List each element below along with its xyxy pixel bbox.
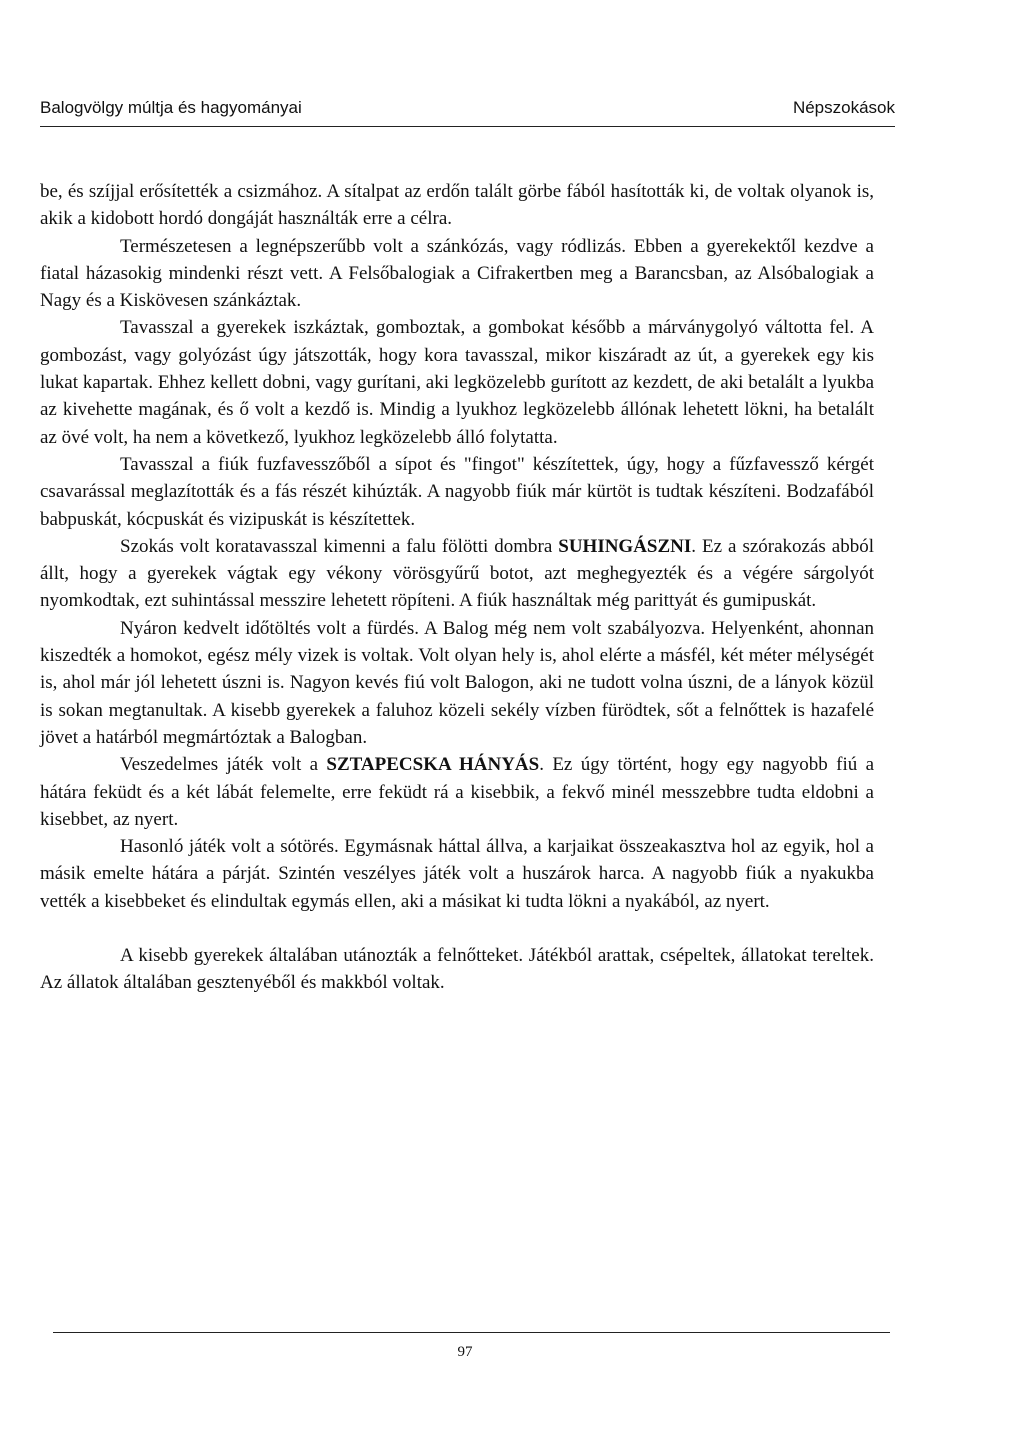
paragraph-whistles: Tavasszal a fiúk fuzfavesszőből a sípot és "fingot" készítettek, úgy, hogy a fűzfavessző kérgét csavarással meglazították és a fás részét kihúzták. A nagyobb fiúk már kürtöt is tudtak készíteni. Bodzafából babpuskát, kócpuskát és vizipuskát is készítettek. xyxy=(40,453,874,530)
paragraph-marbles: Tavasszal a gyerekek iszkáztak, gomboztak, a gombokat később a márványgolyó váltotta fel. A gombozást, vagy golyózást úgy játszották, hogy kora tavasszal, mikor kiszáradt az út, a gyerekek egy kis lukat kapartak. Ehhez kellett dobni, vagy gurítani, aki legközelebb gurított az kezdett, de aki betalált a lyukba az kivehette magának, és ő volt a kezdő is. Mindig a lyukhoz legközelebb állónak lehetett lökni, ha betalált az övé volt, ha nem a következő, lyukhoz legközelebb álló folytatta. xyxy=(40,317,874,448)
running-header xyxy=(40,98,895,118)
header-rule xyxy=(40,126,895,127)
running-header-title: Balogvölgy múltja és hagyományai xyxy=(40,98,302,117)
page-number: 97 xyxy=(457,1344,473,1360)
paragraph-suhingaszni-text-2: . Ez a szórakozás abból állt, hogy a gyerekek vágtak egy vékony vörösgyűrű botot, azt meghegyezték és a végére sárgolyót nyomkodtak, ezt suhintással messzire lehetett röpíteni. A fiúk használtak még parittyát és gumipuskát. xyxy=(40,535,874,612)
paragraph-imitation: A kisebb gyerekek általában utánozták a felnőtteket. Játékból arattak, csépeltek, állatokat tereltek. Az állatok általában gesztenyéből és makkból voltak. xyxy=(40,945,874,994)
paragraph-bathing: Nyáron kedvelt időtöltés volt a fürdés. A Balog még nem volt szabályozva. Helyenként, ahonnan kiszedték a homokot, egész mély vizek is voltak. Volt olyan hely is, ahol elérte a másfél, két méter mélységét is, ahol már jól lehetett úszni is. Nagyon kevés fiú volt Balogon, aki ne tudott volna úszni, de a lányok közül is sokan megtanultak. A kisebb gyerekek a faluhoz közeli sekély vízben fürödtek, sőt a felnőttek is hazafelé jövet a határból megmártóztak a Balogban. xyxy=(40,617,874,748)
suhingaszni-term: SUHINGÁSZNI xyxy=(558,535,692,557)
body-text xyxy=(40,178,874,997)
sztapecska-term: SZTAPECSKA HÁNYÁS xyxy=(326,754,540,776)
paragraph-suhingaszni xyxy=(40,533,874,615)
paragraph-sotores: Hasonló játék volt a sótörés. Egymásnak háttal állva, a karjaikat összeakasztva hol az egyik, hol a másik emelte hátára a párját. Szintén veszélyes játék volt a huszárok harca. A nagyobb fiúk a nyakukba vették a kisebbeket és elindultak egymás ellen, aki a másikat ki tudta lökni a nyakából, az nyert. xyxy=(40,836,874,912)
footer-rule xyxy=(53,1332,890,1333)
paragraph-suhingaszni-text-1: Szokás volt koratavasszal kimenni a falu fölötti dombra xyxy=(120,535,559,557)
paragraph-sztapecska-text-2: . Ez úgy történt, hogy egy nagyobb fiú a hátára feküdt és a két lábát felemelte, erre feküdt rá a kisebbik, a fekvő minél messzebbre tudta eldobni a kisebbet, az nyert. xyxy=(40,754,874,830)
running-header-section: Népszokások xyxy=(792,98,895,117)
paragraph-sztapecska-text-1: Veszedelmes játék volt a xyxy=(120,754,327,776)
paragraph-sztapecska xyxy=(40,751,874,833)
paragraph-ski: be, és szíjjal erősítették a csizmához. A sítalpat az erdőn talált görbe fából hasították ki, de voltak olyanok is, akik a kidobott hordó dongáját használták erre a célra. xyxy=(40,181,874,230)
paragraph-sledding: Természetesen a legnépszerűbb volt a szánkózás, vagy ródlizás. Ebben a gyerekektől kezdve a fiatal házasokig mindenki részt vett. A Felsőbalogiak a Cifrakertben meg a Barancsban, az Alsóbalogiak a Nagy és a Kiskövesen szánkáztak. xyxy=(40,235,874,312)
